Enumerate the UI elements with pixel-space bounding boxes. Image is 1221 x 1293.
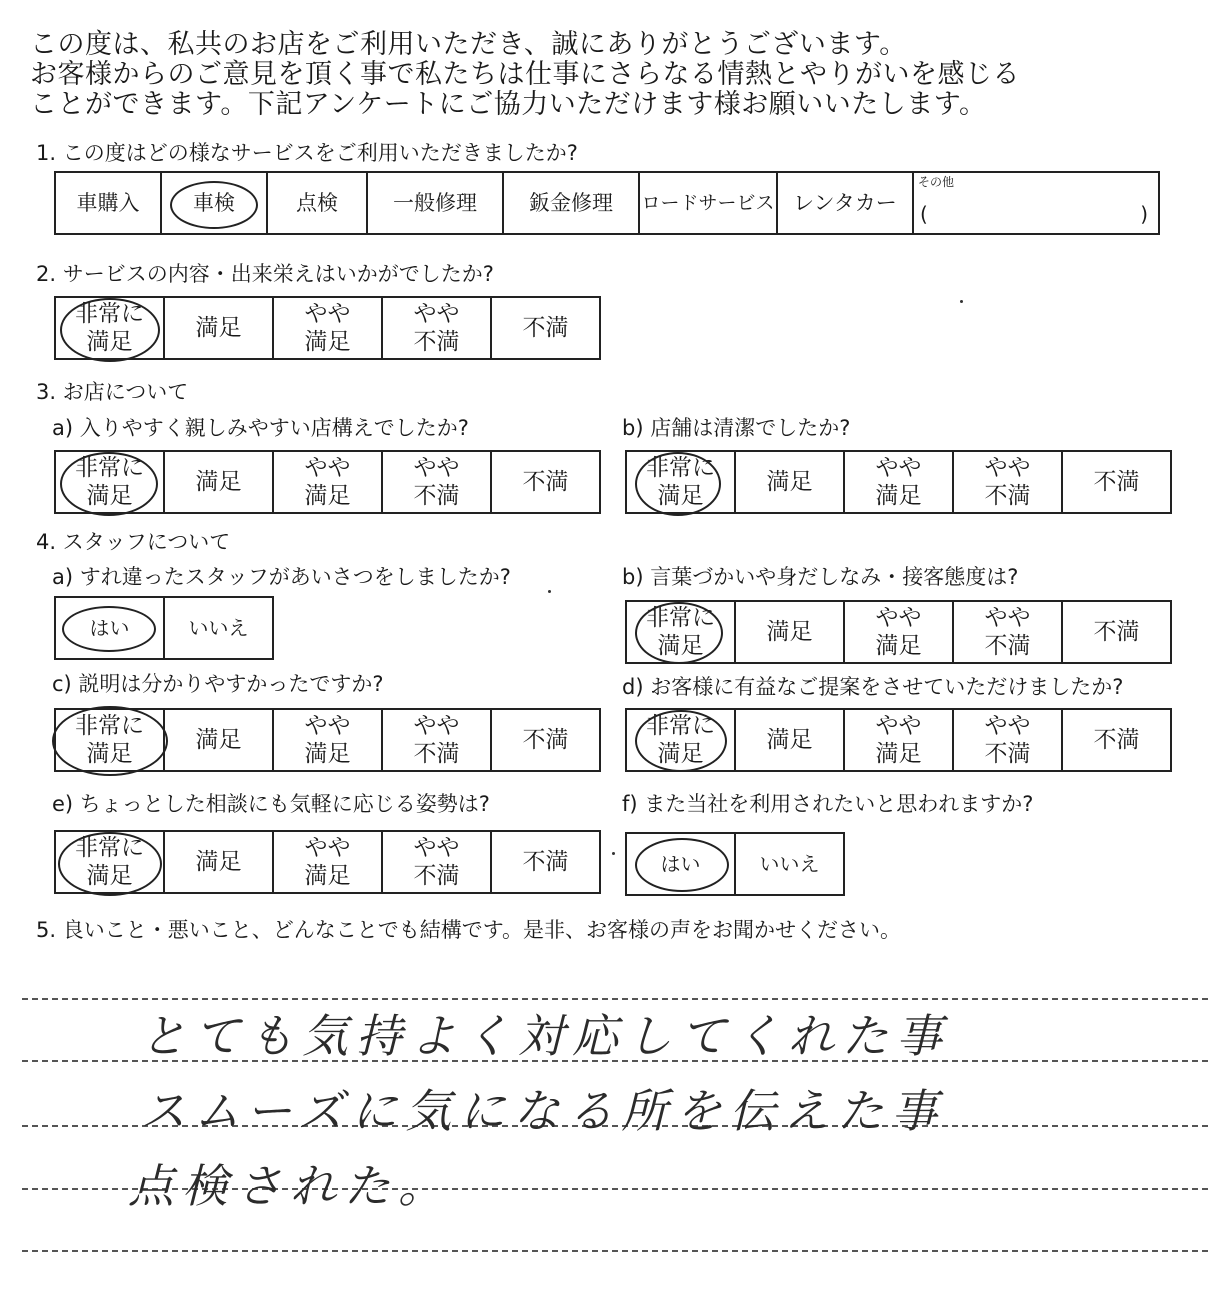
q4c-somewhat-satisfied-l2: 満足 (304, 741, 351, 767)
q2-somewhat-satisfied-l1: やや (304, 301, 351, 327)
question-1: 1. この度はどの様なサービスをご利用いただきましたか? (36, 141, 578, 165)
q4b-somewhat-dissatisfied[interactable] (953, 601, 1062, 663)
intro-line-2: お客様からのご意見を頂く事で私たちは仕事にさらなる情熱とやりがいを感じる (30, 59, 1020, 90)
scan-speck (612, 852, 615, 855)
q4f-no[interactable]: いいえ (735, 833, 844, 895)
scan-speck (960, 300, 963, 303)
q4e-very-satisfied[interactable] (55, 831, 164, 893)
q3b-somewhat-dissatisfied[interactable] (953, 451, 1062, 513)
q4c-dissatisfied[interactable]: 不満 (491, 709, 600, 771)
q4d-somewhat-satisfied[interactable] (844, 709, 953, 771)
question-4f: f) また当社を利用されたいと思われますか? (622, 792, 1034, 816)
q4c-somewhat-dissatisfied-l1: やや (413, 713, 460, 739)
q4e-rating (54, 830, 601, 894)
q3b-very-satisfied-l1: 非常に (646, 455, 715, 481)
q3a-somewhat-satisfied[interactable] (273, 451, 382, 513)
q4f-yes-label: はい (660, 852, 701, 876)
q4c-very-satisfied[interactable] (55, 709, 164, 771)
q1-other-label: その他 (918, 175, 955, 189)
question-4b: b) 言葉づかいや身だしなみ・接客態度は? (622, 565, 1019, 589)
q3b-rating (625, 450, 1172, 514)
q1-option-other[interactable] (913, 172, 1159, 234)
q4d-satisfied[interactable]: 満足 (735, 709, 844, 771)
q3b-dissatisfied[interactable]: 不満 (1062, 451, 1171, 513)
q4b-somewhat-satisfied-l2: 満足 (875, 633, 922, 659)
q1-option-general-repair[interactable]: 一般修理 (367, 172, 503, 234)
q4d-somewhat-dissatisfied-l2: 不満 (984, 741, 1031, 767)
q4d-dissatisfied[interactable]: 不満 (1062, 709, 1171, 771)
q1-option-rental-car[interactable]: レンタカー (777, 172, 913, 234)
q4f-yes[interactable] (626, 833, 735, 895)
q4c-rating (54, 708, 601, 772)
q4b-somewhat-dissatisfied-l2: 不満 (984, 633, 1031, 659)
q3a-somewhat-satisfied-l1: やや (304, 455, 351, 481)
q3a-rating (54, 450, 601, 514)
q1-option-shaken[interactable] (161, 172, 267, 234)
q2-rating (54, 296, 601, 360)
q4a-yes[interactable] (55, 597, 164, 659)
q4c-very-satisfied-l2: 満足 (86, 741, 133, 767)
handwritten-comment-line-1: とても気持よく対応してくれた事 (140, 1009, 950, 1063)
q4b-rating (625, 600, 1172, 664)
question-4a: a) すれ違ったスタッフがあいさつをしましたか? (52, 565, 511, 589)
q1-options (54, 171, 1160, 235)
question-4d: d) お客様に有益なご提案をさせていただけましたか? (622, 675, 1124, 699)
q4e-satisfied[interactable]: 満足 (164, 831, 273, 893)
q4d-somewhat-satisfied-l1: やや (875, 713, 922, 739)
q1-other-open-paren: ( (920, 202, 928, 226)
q3a-very-satisfied-l2: 満足 (86, 483, 133, 509)
q4c-somewhat-dissatisfied-l2: 不満 (413, 741, 460, 767)
q3b-somewhat-satisfied-l1: やや (875, 455, 922, 481)
q4c-very-satisfied-l1: 非常に (75, 713, 144, 739)
q4c-somewhat-satisfied-l1: やや (304, 713, 351, 739)
q1-other-close-paren: ) (1140, 202, 1148, 226)
q3a-dissatisfied[interactable]: 不満 (491, 451, 600, 513)
q4e-somewhat-satisfied-l2: 満足 (304, 863, 351, 889)
q4d-somewhat-satisfied-l2: 満足 (875, 741, 922, 767)
q4a-yes-label: はい (89, 616, 130, 640)
q4c-satisfied[interactable]: 満足 (164, 709, 273, 771)
q4b-satisfied[interactable]: 満足 (735, 601, 844, 663)
q2-very-satisfied-l2: 満足 (86, 329, 133, 355)
q4d-very-satisfied[interactable] (626, 709, 735, 771)
q3a-very-satisfied-l1: 非常に (75, 455, 144, 481)
q3b-very-satisfied[interactable] (626, 451, 735, 513)
question-3a: a) 入りやすく親しみやすい店構えでしたか? (52, 416, 469, 440)
q4b-very-satisfied-l1: 非常に (646, 605, 715, 631)
q4e-somewhat-satisfied-l1: やや (304, 835, 351, 861)
q3a-somewhat-satisfied-l2: 満足 (304, 483, 351, 509)
q4e-very-satisfied-l2: 満足 (86, 863, 133, 889)
q3b-somewhat-satisfied[interactable] (844, 451, 953, 513)
q4b-dissatisfied[interactable]: 不満 (1062, 601, 1171, 663)
q1-option-car-purchase[interactable]: 車購入 (55, 172, 161, 234)
question-3b: b) 店舗は清潔でしたか? (622, 416, 851, 440)
q4b-very-satisfied-l2: 満足 (657, 633, 704, 659)
q4a-no[interactable]: いいえ (164, 597, 273, 659)
q2-very-satisfied[interactable] (55, 297, 164, 359)
handwritten-comment-line-2: スムーズに気になる所を伝えた事 (140, 1084, 946, 1138)
q4c-somewhat-dissatisfied[interactable] (382, 709, 491, 771)
q4b-very-satisfied[interactable] (626, 601, 735, 663)
q3b-somewhat-dissatisfied-l1: やや (984, 455, 1031, 481)
question-4: 4. スタッフについて (36, 530, 231, 554)
q1-option-road-service[interactable]: ロードサービス (639, 172, 777, 234)
question-3: 3. お店について (36, 380, 189, 404)
q4e-dissatisfied[interactable]: 不満 (491, 831, 600, 893)
intro-line-1: この度は、私共のお店をご利用いただき、誠にありがとうございます。 (30, 29, 907, 60)
q2-somewhat-satisfied-l2: 満足 (304, 329, 351, 355)
q4e-somewhat-dissatisfied-l2: 不満 (413, 863, 460, 889)
q3b-satisfied[interactable]: 満足 (735, 451, 844, 513)
q4d-rating (625, 708, 1172, 772)
q3b-somewhat-dissatisfied-l2: 不満 (984, 483, 1031, 509)
q3b-very-satisfied-l2: 満足 (657, 483, 704, 509)
question-4e: e) ちょっとした相談にも気軽に応じる姿勢は? (52, 792, 490, 816)
intro-line-3: ことができます。下記アンケートにご協力いただけます様お願いいたします。 (30, 89, 987, 120)
q3a-satisfied[interactable]: 満足 (164, 451, 273, 513)
q4b-somewhat-satisfied[interactable] (844, 601, 953, 663)
scan-speck (548, 590, 551, 593)
question-4c: c) 説明は分かりやすかったですか? (52, 672, 384, 696)
q4e-somewhat-dissatisfied-l1: やや (413, 835, 460, 861)
q3a-somewhat-dissatisfied[interactable] (382, 451, 491, 513)
q4f-yes-no (625, 832, 845, 896)
q4e-somewhat-satisfied[interactable] (273, 831, 382, 893)
q4b-somewhat-satisfied-l1: やや (875, 605, 922, 631)
q2-somewhat-dissatisfied-l2: 不満 (413, 329, 460, 355)
q2-somewhat-dissatisfied-l1: やや (413, 301, 460, 327)
q4d-very-satisfied-l2: 満足 (657, 741, 704, 767)
q3a-very-satisfied[interactable] (55, 451, 164, 513)
q2-dissatisfied[interactable]: 不満 (491, 297, 600, 359)
q4e-very-satisfied-l1: 非常に (75, 835, 144, 861)
q2-very-satisfied-l1: 非常に (75, 301, 144, 327)
q2-somewhat-dissatisfied[interactable] (382, 297, 491, 359)
q1-option-shaken-label: 車検 (193, 191, 235, 215)
q3b-somewhat-satisfied-l2: 満足 (875, 483, 922, 509)
q1-option-inspection[interactable]: 点検 (267, 172, 367, 234)
q1-option-bodywork[interactable]: 鈑金修理 (503, 172, 639, 234)
handwritten-comment-line-3: 点検された。 (128, 1159, 452, 1213)
q3a-somewhat-dissatisfied-l1: やや (413, 455, 460, 481)
q4d-very-satisfied-l1: 非常に (646, 713, 715, 739)
q3a-somewhat-dissatisfied-l2: 不満 (413, 483, 460, 509)
question-5: 5. 良いこと・悪いこと、どんなことでも結構です。是非、お客様の声をお聞かせください。 (36, 918, 902, 942)
q4c-somewhat-satisfied[interactable] (273, 709, 382, 771)
q2-somewhat-satisfied[interactable] (273, 297, 382, 359)
comment-line-5 (22, 1250, 1208, 1252)
q2-satisfied[interactable]: 満足 (164, 297, 273, 359)
question-2: 2. サービスの内容・出来栄えはいかがでしたか? (36, 262, 494, 286)
q4b-somewhat-dissatisfied-l1: やや (984, 605, 1031, 631)
q4d-somewhat-dissatisfied-l1: やや (984, 713, 1031, 739)
intro-text (30, 30, 1200, 120)
q4a-yes-no (54, 596, 274, 660)
q4e-somewhat-dissatisfied[interactable] (382, 831, 491, 893)
q4d-somewhat-dissatisfied[interactable] (953, 709, 1062, 771)
